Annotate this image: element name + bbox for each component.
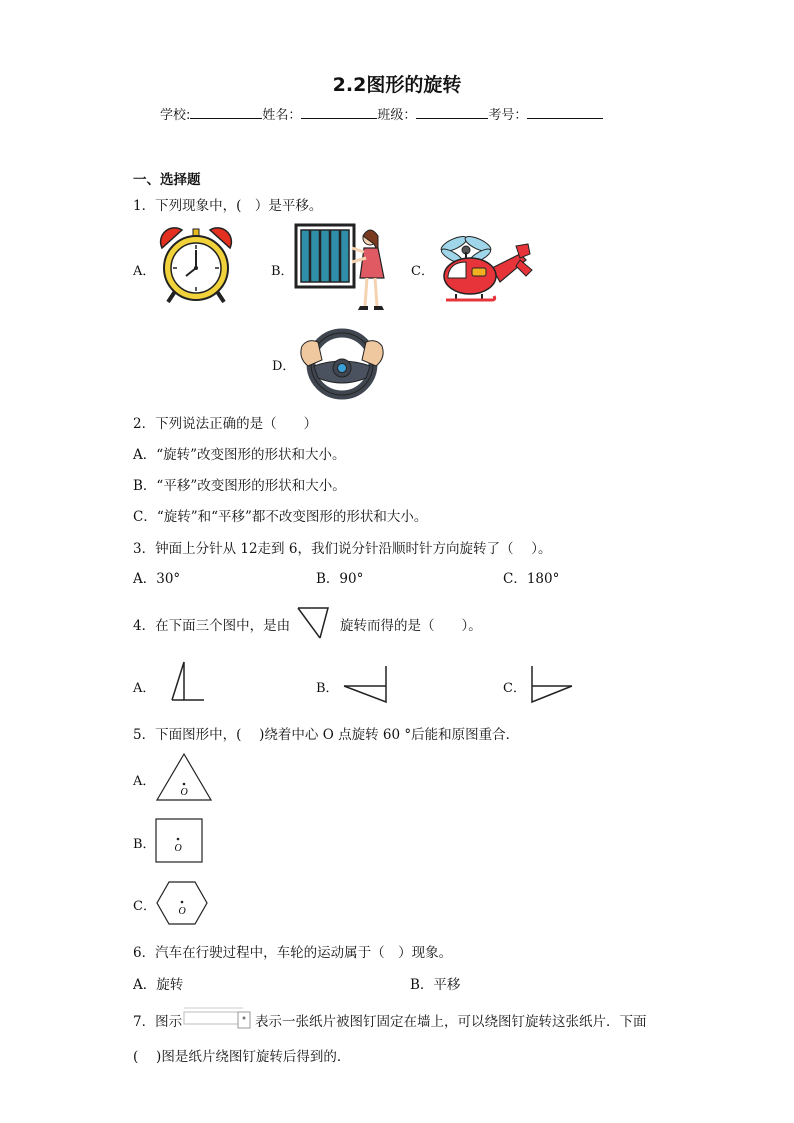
class-label: 班级： bbox=[377, 108, 417, 123]
question-7-before: 7．图示 bbox=[133, 1014, 183, 1030]
q4-shape-a bbox=[170, 660, 206, 702]
helicopter-icon bbox=[434, 232, 534, 304]
q4-option-b[interactable]: B． bbox=[316, 681, 339, 696]
paper-pin-figure bbox=[183, 1004, 253, 1030]
question-7-line2: ( )图是纸片绕图钉旋转后得到的． bbox=[133, 1049, 351, 1065]
q5-hexagon bbox=[155, 880, 209, 926]
school-blank[interactable] bbox=[190, 106, 262, 119]
question-1: 1．下列现象中，( ）是平移。 bbox=[133, 198, 323, 214]
question-4-after: 旋转而得的是（ ）。 bbox=[340, 618, 482, 634]
q4-shape-b bbox=[342, 664, 388, 704]
window-girl-icon bbox=[294, 222, 388, 314]
class-blank[interactable] bbox=[416, 106, 488, 119]
q1-option-c[interactable]: C． bbox=[411, 264, 434, 279]
student-info-line bbox=[160, 104, 603, 123]
q4-option-a[interactable]: A． bbox=[133, 681, 156, 696]
q1-option-a[interactable]: A． bbox=[133, 264, 156, 279]
q2-option-b[interactable]: B．“平移”改变图形的形状和大小。 bbox=[133, 478, 346, 494]
q3-option-c[interactable]: C．180° bbox=[503, 571, 560, 587]
question-7-after: 表示一张纸片被图钉固定在墙上，可以绕图钉旋转这张纸片．下面 bbox=[255, 1014, 647, 1030]
question-6: 6．汽车在行驶过程中，车轮的运动属于（ ）现象。 bbox=[133, 945, 453, 961]
name-blank[interactable] bbox=[301, 106, 377, 119]
svg-text:O: O bbox=[178, 906, 186, 917]
q5-option-c[interactable]: C． bbox=[133, 899, 156, 914]
q5-triangle bbox=[155, 752, 213, 802]
q1-option-d[interactable]: D． bbox=[272, 359, 296, 374]
q4-option-c[interactable]: C． bbox=[503, 681, 526, 696]
q2-option-c[interactable]: C．“旋转”和“平移”都不改变图形的形状和大小。 bbox=[133, 509, 428, 525]
q3-option-b[interactable]: B．90° bbox=[316, 571, 364, 587]
page-title: 2.2图形的旋转 bbox=[332, 74, 462, 96]
q6-option-a[interactable]: A．旋转 bbox=[133, 977, 184, 993]
q4-reference-shape bbox=[297, 606, 329, 640]
name-label: 姓名： bbox=[262, 108, 302, 123]
q4-shape-c bbox=[528, 664, 574, 704]
alarm-clock-icon bbox=[158, 226, 234, 304]
question-4-before: 4．在下面三个图中，是由 bbox=[133, 618, 291, 634]
q1-option-b[interactable]: B． bbox=[271, 264, 294, 279]
school-label: 学校: bbox=[160, 108, 191, 123]
svg-text:O: O bbox=[174, 843, 182, 854]
question-2: 2．下列说法正确的是（ ） bbox=[133, 416, 318, 432]
q5-option-b[interactable]: B． bbox=[133, 837, 156, 852]
number-label: 考号： bbox=[488, 108, 528, 123]
steering-wheel-icon bbox=[296, 326, 388, 396]
q5-square bbox=[155, 818, 203, 863]
section-heading: 一、选择题 bbox=[133, 172, 201, 188]
question-3: 3．钟面上分针从 12走到 6，我们说分针沿顺时针方向旋转了（ ）。 bbox=[133, 541, 552, 557]
svg-text:O: O bbox=[180, 787, 188, 798]
q3-option-a[interactable]: A．30° bbox=[133, 571, 181, 587]
question-5: 5．下面图形中，( )绕着中心 O 点旋转 60 °后能和原图重合． bbox=[133, 727, 520, 743]
number-blank[interactable] bbox=[527, 106, 603, 119]
q2-option-a[interactable]: A．“旋转”改变图形的形状和大小。 bbox=[133, 447, 346, 463]
q6-option-b[interactable]: B．平移 bbox=[410, 977, 461, 993]
q5-option-a[interactable]: A． bbox=[133, 774, 156, 789]
